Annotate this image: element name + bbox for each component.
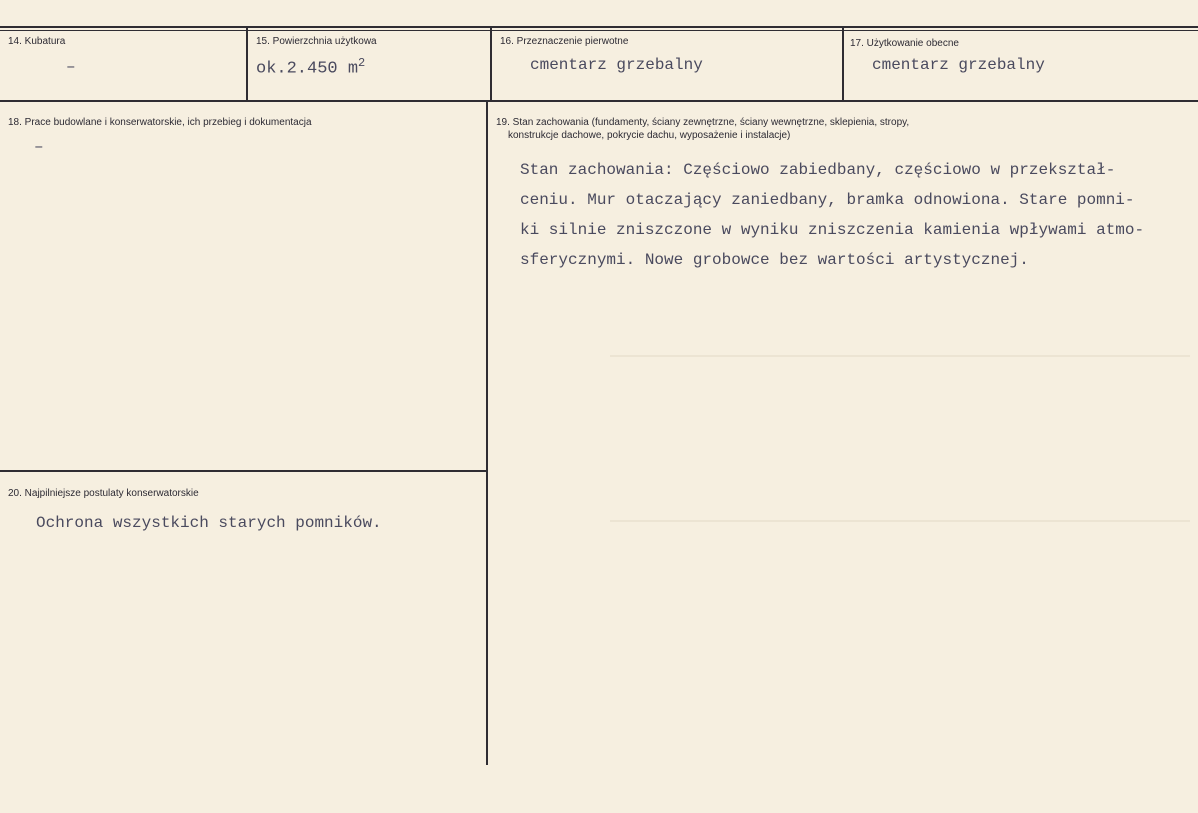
field-18-label: 18. Prace budowlane i konserwatorskie, ich przebieg i dokumentacja [8, 117, 312, 128]
field-14-label: 14. Kubatura [8, 36, 66, 47]
field-19-line: ceniu. Mur otaczający zaniedbany, bramka odnowiona. Stare pomni- [520, 191, 1135, 209]
top-border [0, 26, 1198, 28]
field-15-value-text: ok.2.450 m [256, 59, 359, 79]
field-15-label: 15. Powierzchnia użytkowa [256, 36, 377, 47]
field-19-line: Stan zachowania: Częściowo zabiedbany, częściowo w przekształ- [520, 161, 1116, 179]
field-19-label-line1: 19. Stan zachowania (fundamenty, ściany zewnętrzne, ściany wewnętrzne, sklepienia, stropy, [496, 117, 910, 128]
field-14-value: – [66, 58, 76, 76]
field-15-value [256, 56, 365, 79]
field-17-label: 17. Użytkowanie obecne [850, 38, 959, 49]
row1-bottom-border [0, 100, 1198, 102]
top-border-inner [0, 30, 1198, 31]
field-19-line: sferycznymi. Nowe grobowce bez wartości artystycznej. [520, 251, 1029, 269]
divider-left-right [486, 101, 488, 765]
show-through-line [610, 520, 1190, 522]
field-20-value: Ochrona wszystkich starych pomników. [36, 514, 382, 532]
divider-16-17 [842, 28, 844, 101]
field-19-line: ki silnie zniszczone w wyniku zniszczenia kamienia wpływami atmo- [520, 221, 1145, 239]
divider-14-15 [246, 28, 248, 101]
divider-15-16 [490, 28, 492, 101]
field-20-label: 20. Najpilniejsze postulaty konserwatorskie [8, 488, 199, 499]
show-through-line [610, 355, 1190, 357]
field-17-value: cmentarz grzebalny [872, 56, 1045, 74]
field-15-value-sup: 2 [358, 56, 366, 70]
field-19-value [520, 155, 1180, 275]
field-16-value: cmentarz grzebalny [530, 56, 703, 74]
field-16-label: 16. Przeznaczenie pierwotne [500, 36, 629, 47]
field-18-value: – [34, 138, 44, 156]
divider-18-20 [0, 470, 487, 472]
field-19-label-line2: konstrukcje dachowe, pokrycie dachu, wyposażenie i instalacje) [508, 130, 791, 141]
